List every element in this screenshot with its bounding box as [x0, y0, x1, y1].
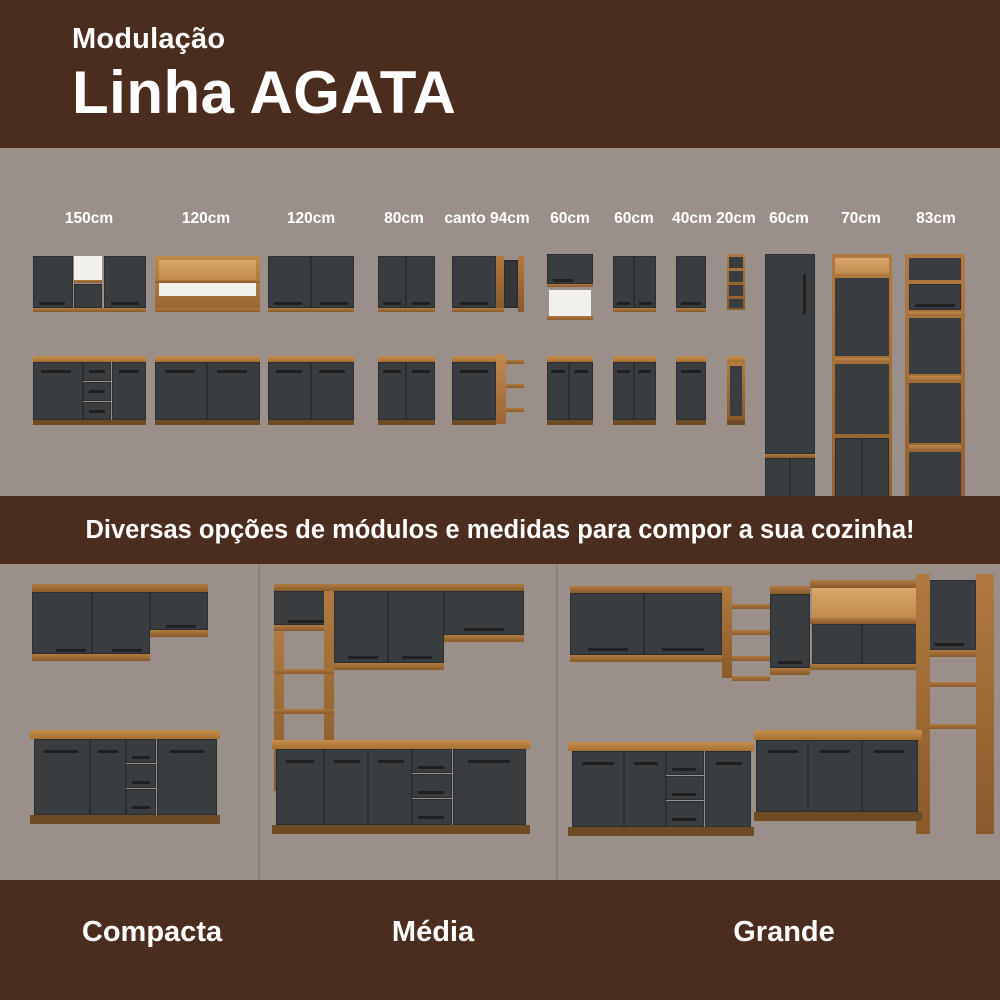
size-label-83: 83cm	[916, 210, 956, 227]
module-upper-150	[33, 256, 146, 308]
footer-label-media: Média	[391, 916, 475, 948]
module-base-150	[33, 356, 146, 422]
size-label-40: 40cm	[672, 210, 712, 227]
size-label-canto94: canto 94cm	[444, 210, 530, 227]
size-label-60c: 60cm	[769, 210, 809, 227]
size-label-60a: 60cm	[550, 210, 590, 227]
module-upper-120-glass	[155, 256, 260, 308]
size-label-80: 80cm	[384, 210, 424, 227]
module-base-40	[676, 356, 706, 422]
kitchen-compacta	[0, 564, 258, 880]
module-base-120a	[155, 356, 260, 422]
midband-text: Diversas opções de módulos e medidas para compor a sua cozinha!	[85, 515, 915, 544]
header-subtitle: Modulação	[72, 23, 226, 55]
module-base-canto-94	[452, 354, 524, 424]
module-upper-60	[613, 256, 656, 308]
footer-label-compacta: Compacta	[81, 916, 223, 948]
footer-banner	[0, 880, 1000, 1000]
size-label-20: 20cm	[716, 210, 756, 227]
size-label-row	[0, 210, 1000, 234]
size-label-60b: 60cm	[614, 210, 654, 227]
modules-panel	[0, 148, 1000, 496]
kitchen-grande	[556, 564, 1000, 880]
module-base-60a	[547, 356, 593, 422]
module-base-80	[378, 356, 435, 422]
size-label-150: 150cm	[64, 210, 114, 227]
footer-label-grande: Grande	[733, 916, 835, 948]
size-label-120a: 120cm	[181, 210, 231, 227]
module-upper-canto-94	[452, 256, 524, 308]
module-upper-20-shelf	[727, 254, 745, 310]
size-label-70: 70cm	[841, 210, 881, 227]
module-upper-80	[378, 256, 435, 308]
size-label-120b: 120cm	[286, 210, 336, 227]
module-upper-120-doors	[268, 256, 354, 308]
module-base-120b	[268, 356, 354, 422]
module-upper-40	[676, 256, 706, 308]
header-banner	[0, 0, 1000, 148]
header-title: Linha AGATA	[72, 59, 457, 126]
module-base-60b	[613, 356, 656, 422]
showcase-panel	[0, 564, 1000, 880]
module-upper-60-niche	[547, 254, 593, 322]
module-base-20	[727, 356, 745, 422]
kitchen-media	[258, 564, 556, 880]
midband-caption	[0, 496, 1000, 564]
